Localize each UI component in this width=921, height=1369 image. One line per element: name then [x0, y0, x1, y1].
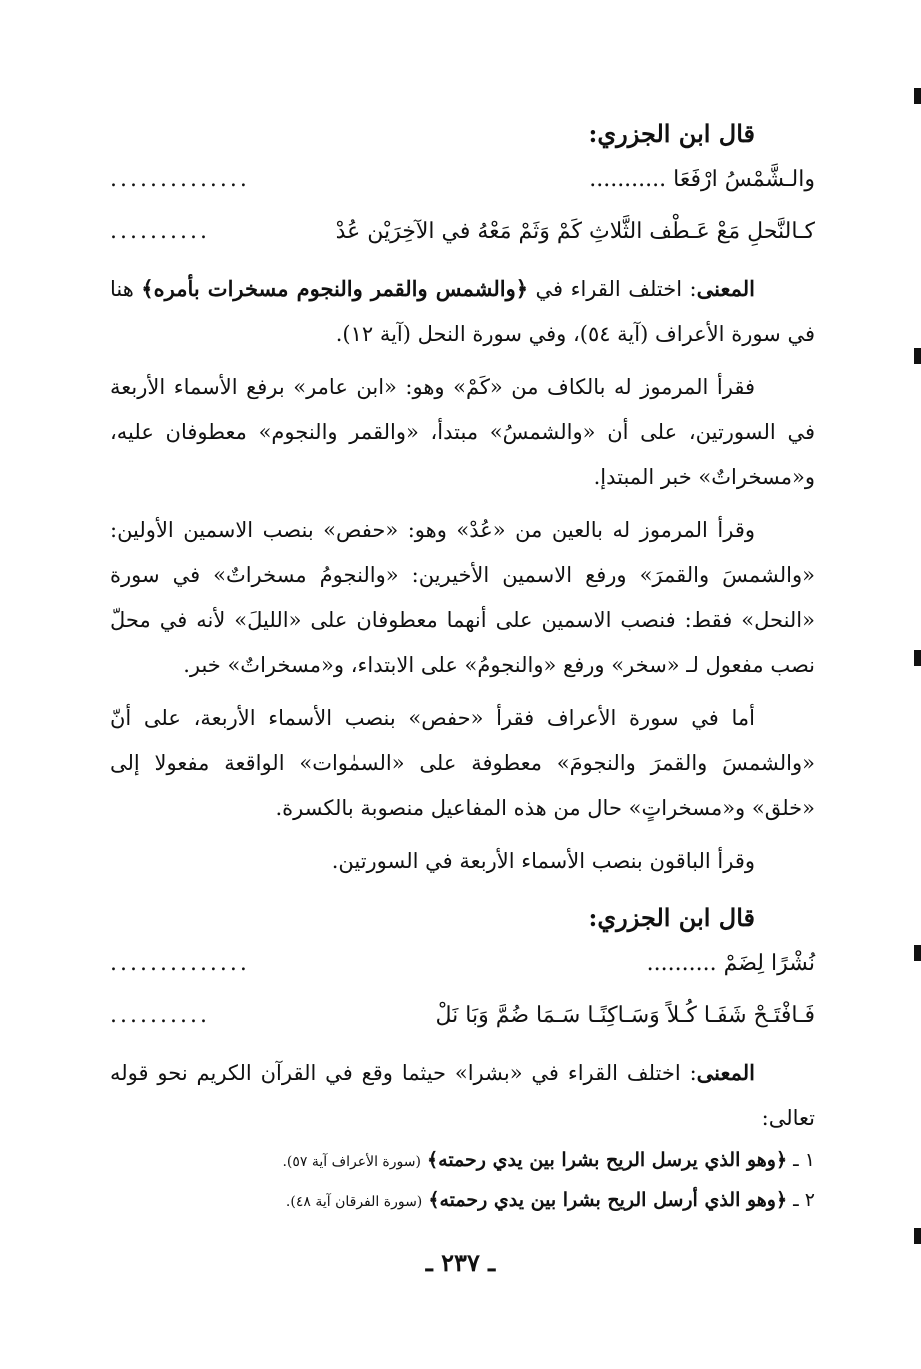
paragraph: وقرأ الباقون بنصب الأسماء الأربعة في السورتين.: [331, 849, 755, 873]
meaning-label: المعنى: [696, 1060, 755, 1085]
edge-mark: [914, 945, 921, 961]
verse-line: [110, 938, 815, 990]
verse-dots: ..........: [110, 1003, 210, 1028]
verse-dots: ..........: [110, 219, 210, 244]
paragraph: أما في سورة الأعراف فقرأ «حفص» بنصب الأسماء الأربعة، على أنّ «والشمسَ والقمرَ والنجومَ» معطوفة على «السمٰوات» الواقعة مفعولا إلى «خلق» و«مسخراتٍ» حال من هذه المفاعيل منصوبة بالكسرة.: [110, 706, 815, 820]
verse-text: كـالنَّحلِ مَعْ عَـطْف الثَّلاثِ كَمْ وَثَمْ مَعْهُ في الآخِرَيْن عُدْ: [335, 219, 815, 244]
verse-text: والـشَّمْسُ ارْفَعَا: [673, 167, 815, 192]
paragraph-meaning: [110, 266, 815, 357]
list-item: [110, 1141, 815, 1181]
meaning-label: المعنى: [696, 276, 755, 301]
quran-quote: ﴿وهو الذي أرسل الريح بشرا بين يدي رحمته﴾: [428, 1189, 788, 1211]
paragraph-meaning: [110, 1050, 815, 1141]
paragraph: فقرأ المرموز له بالكاف من «كَمْ» وهو: «ابن عامر» برفع الأسماء الأربعة في السورتين، على أن «والشمسُ» مبتدأ، «والقمر والنجوم» معطوفان عليه، و«مسخراتٌ» خبر المبتدإ.: [110, 375, 815, 489]
list-number: ١ ـ: [793, 1149, 815, 1171]
list-number: ٢ ـ: [793, 1189, 815, 1211]
edge-mark: [914, 348, 921, 364]
edge-mark: [914, 88, 921, 104]
page-number: ـ ٢٣٧ ـ: [425, 1248, 496, 1277]
verse-text: فَـافْتَـحْ شَفَـا كُـلاً وَسَـاكِنًـا سَـمَا ضُمَّ وَبَا نَلْ: [435, 1003, 815, 1028]
edge-mark: [914, 1228, 921, 1244]
verse-dots: ..........: [646, 951, 717, 976]
quran-quote: ﴿والشمس والقمر والنجوم مسخرات بأمره﴾: [141, 276, 529, 301]
page-content: [110, 100, 815, 1221]
section-heading: قال ابن الجزري:: [588, 119, 755, 148]
verse-line: [110, 206, 815, 258]
quran-quote: ﴿وهو الذي يرسل الريح بشرا بين يدي رحمته﴾: [427, 1149, 788, 1171]
paragraph-text: : اختلف القراء في: [535, 277, 697, 301]
list-item: [110, 1181, 815, 1221]
paragraph-text: : اختلف القراء في «بشرا» حيثما وقع في القرآن الكريم نحو قوله تعالى:: [110, 1061, 815, 1130]
verse-dots: ..............: [110, 951, 250, 976]
paragraph-text: هنا في سورة الأعراف (آية ٥٤)، وفي سورة النحل (آية ١٢).: [110, 277, 815, 346]
verse-line: [110, 990, 815, 1042]
verse-text: نُشْرًا لِضَمْ: [723, 951, 815, 976]
reference: (سورة الأعراف آية ٥٧).: [282, 1154, 421, 1170]
paragraph: وقرأ المرموز له بالعين من «عُدْ» وهو: «حفص» بنصب الاسمين الأولين: «والشمسَ والقمرَ» ورفع الاسمين الأخيرين: «والنجومُ مسخراتٌ» في سورة «النحل» فقط: فنصب الاسمين على أنهما معطوفان على «الليلَ» لأنه في محلّ نصب مفعول لـ «سخر» ورفع «والنجومُ» على الابتداء، و«مسخراتٌ» خبر.: [110, 518, 815, 677]
verse-dots: ...........: [589, 167, 667, 192]
reference: (سورة الفرقان آية ٤٨).: [285, 1194, 423, 1210]
section-heading: قال ابن الجزري:: [588, 903, 755, 932]
edge-mark: [914, 650, 921, 666]
verse-dots: ..............: [110, 167, 250, 192]
verse-line: [110, 154, 815, 206]
